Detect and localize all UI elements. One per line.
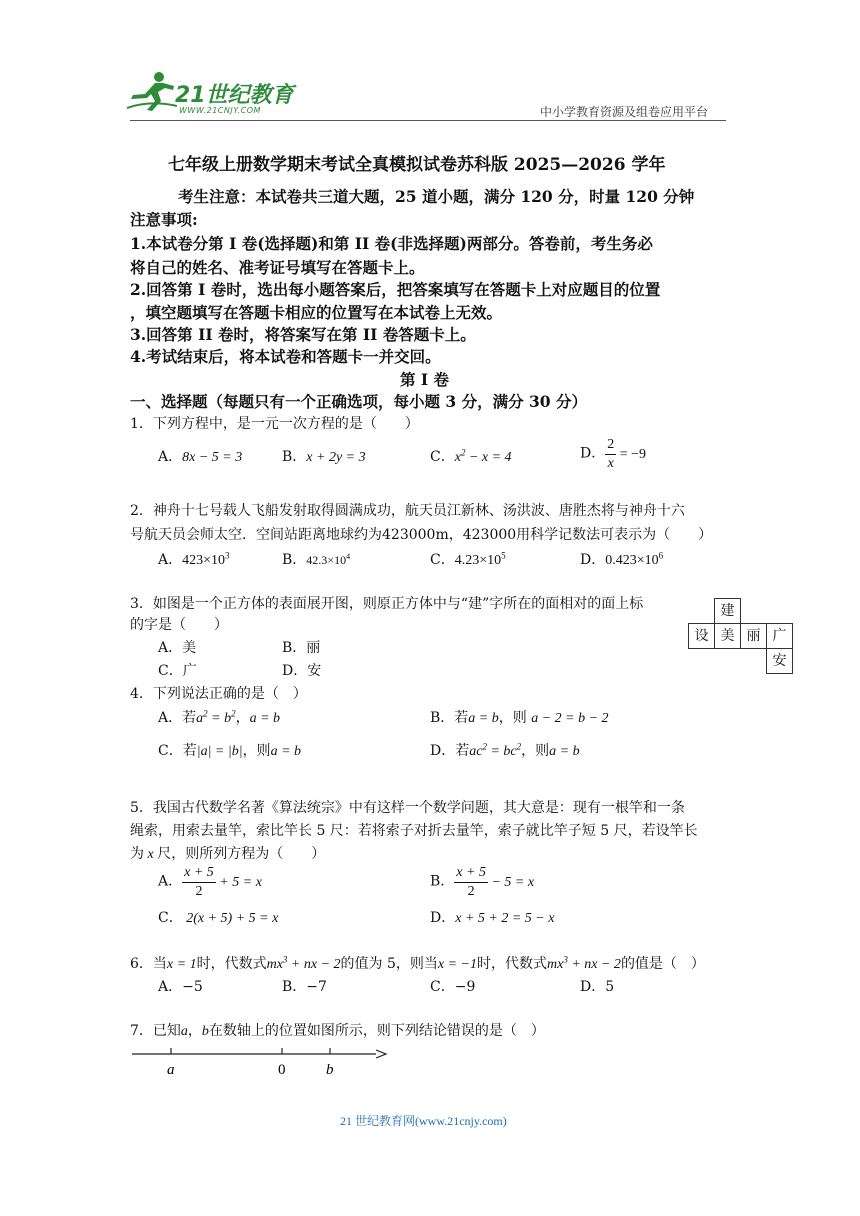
runner-logo-icon — [125, 68, 179, 114]
q2-option-b: B．$42.3\times 10^4$ — [282, 552, 351, 568]
q3-option-c: C．广 — [158, 663, 197, 679]
net-cell-top: 建 — [714, 598, 741, 624]
q4-option-b: B．若a = b，则 a − 2 = b − 2 — [430, 710, 609, 726]
q5-option-c: C． 2(x + 5) + 5 = x — [158, 910, 279, 926]
label-0: 0 — [278, 1062, 286, 1078]
cube-net-figure — [688, 598, 794, 676]
logo-sub-text: WWW.21CNJY.COM — [179, 106, 261, 115]
net-cell: 广 — [766, 623, 793, 649]
q5-option-a: A． $\frac{x + 5}{2}$ + 5 = x — [158, 865, 262, 899]
note-line: ，填空题填写在答题卡相应的位置写在本试卷上无效。 — [130, 303, 503, 322]
q2-option-a: A．$423\times 10^3$ — [158, 550, 230, 568]
net-cell-bottom: 安 — [766, 648, 793, 674]
q2-option-c: C．$4.23\times 10^5$ — [430, 550, 506, 568]
question-2-line: 号航天员会师太空．空间站距离地球约为423000m，423000用科学记数法可表示为（ ） — [130, 527, 713, 543]
notes-heading: 注意事项: — [130, 210, 198, 229]
q5-option-d: D．x + 5 + 2 = 5 − x — [430, 910, 555, 926]
note-line: 3.回答第 II 卷时，将答案写在第 II 卷答题卡上。 — [130, 325, 476, 344]
q1-option-d: D． $\frac{2}{x}$ = −9 — [580, 437, 647, 471]
number-line-figure — [130, 1044, 390, 1080]
net-cell: 丽 — [740, 623, 767, 649]
q6-option-d: D．5 — [580, 979, 615, 995]
q1-option-a: A．8x − 5 = 3 — [158, 449, 243, 465]
logo — [125, 68, 294, 118]
q4-option-c: C．若|a| = |b|，则a = b — [158, 743, 302, 759]
question-1-stem: 1．下列方程中，是一元一次方程的是（ ） — [130, 416, 419, 432]
question-3-line: 3．如图是一个正方体的表面展开图，则原正方体中与“建”字所在的面相对的面上标 — [130, 596, 644, 612]
note-line: 4.考试结束后，将本试卷和答题卡一并交回。 — [130, 347, 441, 366]
note-line: 将自己的姓名、准考证号填写在答题卡上。 — [130, 258, 425, 277]
question-2-line: 2．神舟十七号载人飞船发射取得圆满成功，航天员江新林、汤洪波、唐胜杰将与神舟十六 — [130, 503, 685, 519]
logo-main-text: 21世纪教育 — [175, 83, 294, 108]
label-a: a — [167, 1062, 175, 1078]
section-heading: 一、选择题（每题只有一个正确选项，每小题 3 分，满分 30 分） — [130, 392, 587, 411]
q4-option-d: D．若$ac^2 = bc^2$，则a = b — [430, 741, 580, 759]
q3-option-b: B．丽 — [282, 640, 321, 656]
page-title: 七年级上册数学期末考试全真模拟试卷苏科版 2025—2026 学年 — [168, 155, 666, 175]
header-divider — [130, 120, 726, 121]
net-cell: 设 — [688, 623, 715, 649]
q1-option-b: B．x + 2y = 3 — [282, 449, 366, 465]
volume-heading: 第 I 卷 — [400, 370, 450, 389]
q4-option-a: A．若$a^2 = b^2$，a = b — [158, 708, 281, 726]
net-cell: 美 — [714, 623, 741, 649]
q3-option-a: A．美 — [158, 640, 197, 656]
page-footer: 21 世纪教育网(www.21cnjy.com) — [340, 1114, 507, 1128]
q3-option-d: D．安 — [282, 663, 322, 679]
note-line: 2.回答第 I 卷时，选出每小题答案后，把答案填写在答题卡上对应题目的位置 — [130, 280, 661, 299]
question-6-stem: 6．当x = 1时，代数式$mx^3$ + nx − 2的值为 5，则当x = −1时，代数式$mx^3$ + nx − 2的值是（ ） — [130, 954, 705, 972]
q6-option-c: C．−9 — [430, 979, 476, 995]
question-5-line: 为 x 尺，则所列方程为（ ） — [130, 846, 326, 862]
question-3-line: 的字是（ ） — [130, 617, 228, 633]
q2-option-d: D．$0.423\times 10^6$ — [580, 550, 664, 568]
q1-option-c: C．$x^2 - x = 4$ — [430, 447, 512, 465]
arrow-right-icon — [376, 1050, 386, 1058]
question-7-stem: 7．已知a，b在数轴上的位置如图所示，则下列结论错误的是（ ） — [130, 1023, 545, 1039]
platform-name: 中小学教育资源及组卷应用平台 — [540, 105, 709, 119]
q6-option-b: B．−7 — [282, 979, 327, 995]
note-line: 1.本试卷分第 I 卷(选择题)和第 II 卷(非选择题)两部分。答卷前，考生务必 — [130, 234, 653, 253]
notice-line: 考生注意：本试卷共三道大题，25 道小题，满分 120 分，时量 120 分钟 — [178, 187, 695, 206]
question-5-line: 绳索，用索去量竿，索比竿长 5 尺：若将索子对折去量竿，索子就比竿子短 5 尺，若设竿长 — [130, 823, 698, 839]
label-b: b — [326, 1062, 334, 1078]
q5-option-b: B． $\frac{x + 5}{2}$ − 5 = x — [430, 865, 535, 899]
question-5-line: 5．我国古代数学名著《算法统宗》中有这样一个数学问题，其大意是：现有一根竿和一条 — [130, 800, 685, 816]
q6-option-a: A．−5 — [158, 979, 203, 995]
question-4-stem: 4．下列说法正确的是（ ） — [130, 686, 307, 702]
